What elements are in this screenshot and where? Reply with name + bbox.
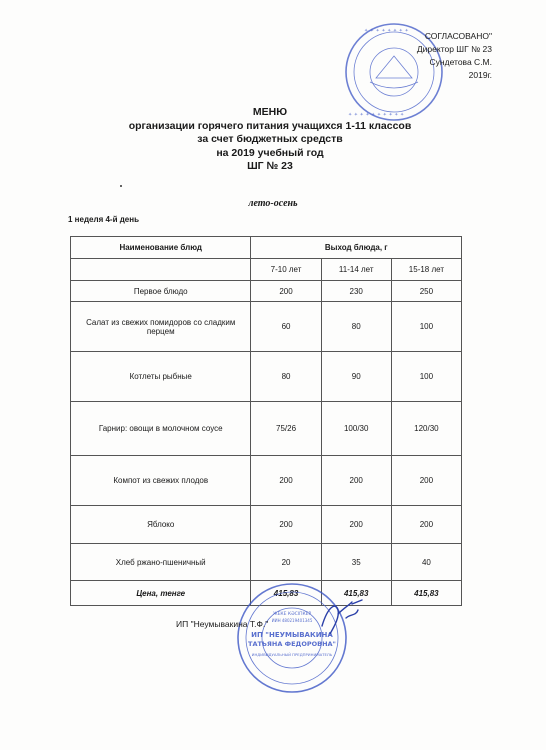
age-7-10: 7-10 лет [251,259,321,281]
age-11-14: 11-14 лет [321,259,391,281]
approval-block [372,30,492,82]
age-15-18: 15-18 лет [391,259,461,281]
dish-value: 200 [391,456,461,506]
dish-value: 200 [321,506,391,544]
dish-value: 200 [251,281,321,302]
table-row [71,281,462,302]
dish-value: 20 [251,544,321,581]
stamp-iin-text: ИИН 480219401345 [271,618,313,623]
approval-line-3: Сундетова С.М. [429,57,492,67]
approval-line-2: Директор ШГ № 23 [416,44,492,54]
table-row [71,456,462,506]
stamp-name-2: ТАТЬЯНА ФЕДОРОВНА" [248,640,336,648]
stamp-top-text: ЖЕКЕ КӘСІПКЕР [272,612,312,617]
title-line-3: за счет бюджетных средств [197,133,343,145]
signatory-label: ИП "Неумывакина Т.Ф." [176,619,269,629]
header-output: Выход блюда, г [251,237,462,259]
dish-value: 200 [391,506,461,544]
dish-value: 90 [321,352,391,402]
dish-name: Гарнир: овощи в молочном соусе [71,402,251,456]
price-value: 415,83 [321,581,391,606]
dish-value: 100 [391,352,461,402]
table-header-row [71,237,462,259]
dish-value: 35 [321,544,391,581]
dish-value: 75/26 [251,402,321,456]
dish-name: Салат из свежих помидоров со сладким перцем [71,302,251,352]
dish-value: 60 [251,302,321,352]
dish-name: Яблоко [71,506,251,544]
document-title [80,106,460,174]
stamp-sub-text: ИНДИВИДУАЛЬНЫЙ ПРЕДПРИНИМАТЕЛЬ [251,652,333,657]
title-line-5: ШГ № 23 [247,160,293,172]
dish-name: Хлеб ржано-пшеничный [71,544,251,581]
price-value: 415,83 [251,581,321,606]
table-row [71,352,462,402]
table-row [71,544,462,581]
title-line-4: на 2019 учебный год [216,146,324,159]
dish-value: 100/30 [321,402,391,456]
age-corner-cell [71,259,251,281]
dish-value: 230 [321,281,391,302]
dish-value: 200 [251,456,321,506]
stray-dot [120,185,122,187]
season-label: лето-осень [248,198,298,209]
dish-value: 200 [251,506,321,544]
title-line-2: организации горячего питания учащихся 1-11 классов [128,119,412,132]
signature-icon [318,596,368,638]
dish-value: 100 [391,302,461,352]
approval-line-4: 2019г. [468,70,492,80]
dish-name: Первое блюдо [71,281,251,302]
table-row [71,302,462,352]
dish-name: Компот из свежих плодов [71,456,251,506]
table-row [71,402,462,456]
day-label: 1 неделя 4-й день [68,215,139,224]
table-age-row [71,259,462,281]
svg-text:✦ ✦ ✦ ✦ ✦ ✦ ✦ ✦: ✦ ✦ ✦ ✦ ✦ ✦ ✦ ✦ [364,28,409,34]
dish-value: 80 [321,302,391,352]
dish-value: 120/30 [391,402,461,456]
approval-line-1: СОГЛАСОВАНО" [424,31,492,41]
dish-value: 80 [251,352,321,402]
table-row [71,506,462,544]
menu-table [70,236,462,606]
header-dish-name: Наименование блюд [71,237,251,259]
dish-value: 250 [391,281,461,302]
title-line-1: МЕНЮ [252,106,288,118]
price-value: 415,83 [391,581,461,606]
dish-name: Котлеты рыбные [71,352,251,402]
dish-value: 200 [321,456,391,506]
stamp-name-1: ИП "НЕУМЫВАКИНА [251,631,333,639]
price-label: Цена, тенге [71,581,251,606]
svg-text:✦ ✦ ✦ ✦ ✦ ✦ ✦ ✦ ✦ ✦: ✦ ✦ ✦ ✦ ✦ ✦ ✦ ✦ ✦ ✦ [348,112,405,118]
dish-value: 40 [391,544,461,581]
